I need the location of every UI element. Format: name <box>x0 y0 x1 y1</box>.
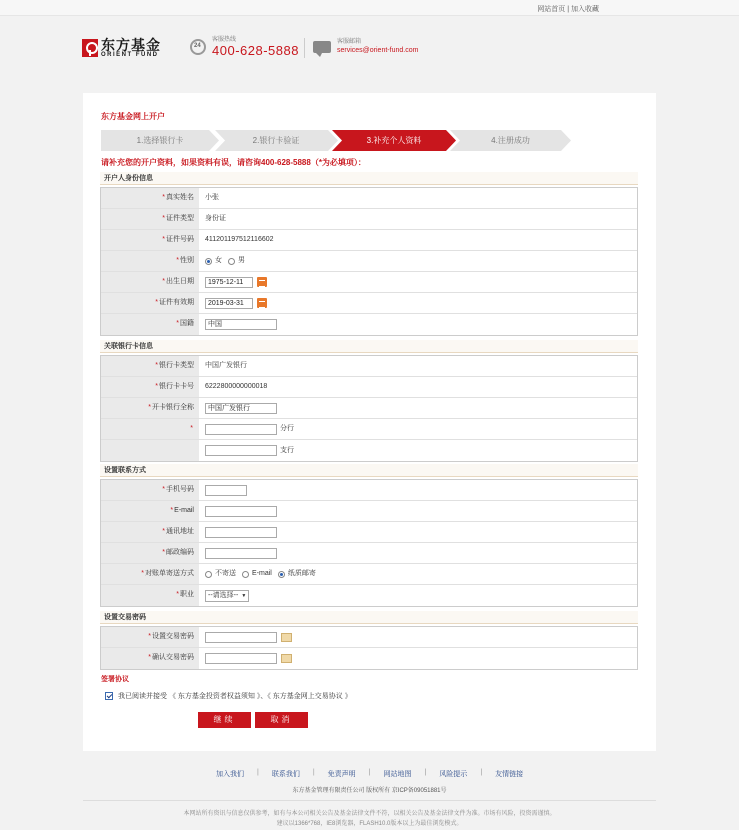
real-name-label: 真实姓名 <box>166 194 194 201</box>
page-title: 东方基金网上开户 <box>101 112 165 121</box>
step-1 <box>101 130 219 151</box>
disclaimer-text: 本网站所有资讯与信息仅供参考，如有与本公司相关公告及基金法律文件不符，以相关公告及基金法律文件为准。市场有风险，投资需谨慎。 <box>183 811 556 817</box>
site-header <box>82 34 662 64</box>
footer-link-sitemap[interactable]: 网站地图 <box>383 771 412 778</box>
email-address[interactable]: services@orient-fund.com <box>337 47 419 54</box>
password-section-title: 设置交易密码 <box>100 611 638 624</box>
gender-female-option[interactable]: 女 <box>205 251 222 271</box>
nationality-input[interactable]: 中国 <box>205 319 277 330</box>
footer-link-join[interactable]: 加入我们 <box>216 771 244 778</box>
occupation-select[interactable]: --请选择-- ▼ <box>205 590 249 602</box>
bank-type-label: 银行卡类型 <box>159 362 194 369</box>
footer-links: 加入我们 | 联系我们 | 免责声明 | 网站地图 | 风险提示 | 友情链接 <box>216 769 524 778</box>
chevron-down-icon: ▼ <box>241 592 247 599</box>
row-birth-date: *出生日期 1975-12-11 <box>101 272 637 293</box>
bank-branch-input[interactable] <box>205 424 277 435</box>
hotline-label: 客服热线 <box>212 37 237 43</box>
id-type-label: 证件类型 <box>166 215 194 222</box>
zip-input[interactable] <box>205 548 277 559</box>
continue-button[interactable]: 继续 <box>198 712 251 728</box>
row-email: *E-mail <box>101 501 637 522</box>
id-number-label: 证件号码 <box>166 236 194 243</box>
occupation-label: 职业 <box>180 591 194 598</box>
step-2 <box>214 130 338 151</box>
bill-delivery-label: 对账单寄送方式 <box>145 570 194 577</box>
footer-link-risk[interactable]: 风险提示 <box>439 771 468 778</box>
header-divider <box>304 38 305 58</box>
row-id-valid: *证件有效期 2019-03-31 <box>101 293 637 314</box>
email-field-label: E-mail <box>174 507 194 514</box>
birth-date-label: 出生日期 <box>166 278 194 285</box>
row-bank-card-no: *银行卡卡号 6222800000000018 <box>101 377 637 398</box>
agreement-checkbox[interactable] <box>105 692 113 700</box>
row-bank-fullname: *开卡银行全称 中国广发银行 <box>101 398 637 419</box>
step-4 <box>450 130 571 151</box>
bank-card-no-label: 银行卡卡号 <box>159 383 194 390</box>
row-mobile: *手机号码 <box>101 480 637 501</box>
mobile-label: 手机号码 <box>166 486 194 493</box>
footer-link-friends[interactable]: 友情链接 <box>495 771 524 778</box>
step-3-label: 3.补充个人资料 <box>366 136 422 145</box>
step-4-label: 4.注册成功 <box>491 136 530 145</box>
home-link[interactable]: 网站首页 <box>537 6 566 13</box>
agreement-row <box>105 691 352 701</box>
agreement-title: 签署协议 <box>101 676 129 683</box>
row-id-number: *证件号码 411201197512116602 <box>101 230 637 251</box>
confirm-password-input[interactable] <box>205 653 277 664</box>
address-input[interactable] <box>205 527 277 538</box>
logo[interactable] <box>82 36 161 60</box>
hotline-number: 400-628-5888 <box>212 43 299 58</box>
bank-section-title: 关联银行卡信息 <box>100 340 638 353</box>
id-valid-label: 证件有效期 <box>159 299 194 306</box>
row-zip: *邮政编码 <box>101 543 637 564</box>
top-links <box>537 4 599 14</box>
soft-keyboard-icon[interactable] <box>281 654 292 663</box>
row-nationality: *国籍 中国 <box>101 314 637 335</box>
nationality-label: 国籍 <box>180 320 194 327</box>
row-bank-subbranch <box>101 440 637 461</box>
soft-keyboard-icon[interactable] <box>281 633 292 642</box>
identity-form <box>100 187 638 336</box>
birth-date-input[interactable]: 1975-12-11 <box>205 277 253 288</box>
gender-label: 性别 <box>180 257 194 264</box>
bank-subbranch-input[interactable] <box>205 445 277 456</box>
phone-24h-icon <box>190 39 206 55</box>
browser-note: 建议以1366*768，IE8浏览器，FLASH10.0版本以上为最佳浏览模式。 <box>276 821 463 827</box>
valid-calendar-icon[interactable] <box>257 298 267 308</box>
row-gender: *性别 女 男 <box>101 251 637 272</box>
top-sep: | <box>567 6 570 13</box>
cancel-button[interactable]: 取消 <box>255 712 308 728</box>
bill-paper-option[interactable]: 纸质邮寄 <box>278 564 316 584</box>
email-input[interactable] <box>205 506 277 517</box>
gender-female-radio[interactable] <box>205 258 212 265</box>
row-occupation: *职业 --请选择-- ▼ <box>101 585 637 606</box>
bank-fullname-input[interactable]: 中国广发银行 <box>205 403 277 414</box>
address-label: 通讯地址 <box>166 528 194 535</box>
set-password-label: 设置交易密码 <box>152 633 194 640</box>
birth-calendar-icon[interactable] <box>257 277 267 287</box>
identity-section-title: 开户人身份信息 <box>100 172 638 185</box>
id-type-value: 身份证 <box>205 215 226 222</box>
zip-label: 邮政编码 <box>166 549 194 556</box>
row-bank-type: *银行卡类型 中国广发银行 <box>101 356 637 377</box>
footer-link-disclaimer[interactable]: 免责声明 <box>327 771 356 778</box>
row-set-password: *设置交易密码 <box>101 627 637 648</box>
logo-cn: 东方基金 <box>101 36 161 53</box>
row-id-type: *证件类型 身份证 <box>101 209 637 230</box>
bank-fullname-label: 开卡银行全称 <box>152 404 194 411</box>
bank-form <box>100 355 638 462</box>
top-bar <box>0 0 739 16</box>
agreement-text[interactable]: 我已阅读并接受 《 东方基金投资者权益须知 》、《 东方基金网上交易协议 》 <box>118 693 352 700</box>
contact-section-title: 设置联系方式 <box>100 464 638 477</box>
id-number-value: 411201197512116602 <box>205 236 274 243</box>
add-favorite-link[interactable]: 加入收藏 <box>571 6 599 13</box>
contact-form <box>100 479 638 607</box>
row-confirm-password: *确认交易密码 <box>101 648 637 669</box>
real-name-value: 小张 <box>205 194 219 201</box>
id-valid-input[interactable]: 2019-03-31 <box>205 298 253 309</box>
gender-male-radio[interactable] <box>228 258 235 265</box>
copyright: 东方基金管理有限责任公司 版权所有 京ICP备09051881号 <box>292 788 447 794</box>
mobile-input[interactable] <box>205 485 247 496</box>
branch-suffix: 分行 <box>280 425 294 432</box>
footer-link-contact[interactable]: 联系我们 <box>271 771 300 778</box>
logo-en: ORIENT FUND <box>101 51 159 58</box>
email-label: 客服邮箱 <box>337 39 362 45</box>
bill-none-radio[interactable] <box>205 571 212 578</box>
footer-divider <box>83 800 656 801</box>
confirm-password-label: 确认交易密码 <box>152 654 194 661</box>
bank-type-value: 中国广发银行 <box>205 362 247 369</box>
row-address: *通讯地址 <box>101 522 637 543</box>
row-bill-delivery: *对账单寄送方式 不寄送 E-mail 纸质邮寄 <box>101 564 637 585</box>
required-notice: 请补充您的开户资料，如果资料有误，请咨询400-628-5888（*为必填项）： <box>101 158 366 167</box>
step-2-label: 2.银行卡验证 <box>252 136 300 145</box>
gender-male-option[interactable]: 男 <box>228 251 245 271</box>
bill-none-option[interactable]: 不寄送 <box>205 564 236 584</box>
bill-paper-radio[interactable] <box>278 571 285 578</box>
password-form <box>100 626 638 670</box>
step-1-label: 1.选择银行卡 <box>136 136 184 145</box>
row-real-name: *真实姓名 小张 <box>101 188 637 209</box>
step-progress <box>101 130 571 151</box>
bill-email-option[interactable]: E-mail <box>242 564 272 584</box>
service-email <box>313 38 418 55</box>
step-3 <box>332 130 456 151</box>
subbranch-suffix: 支行 <box>280 446 294 454</box>
hotline <box>190 36 299 58</box>
chat-bubble-icon <box>313 41 331 53</box>
row-bank-branch: * 分行 <box>101 419 637 440</box>
set-password-input[interactable] <box>205 632 277 643</box>
logo-mark-icon <box>82 39 98 57</box>
bill-email-radio[interactable] <box>242 571 249 578</box>
bank-card-no-value: 6222800000000018 <box>205 383 268 390</box>
